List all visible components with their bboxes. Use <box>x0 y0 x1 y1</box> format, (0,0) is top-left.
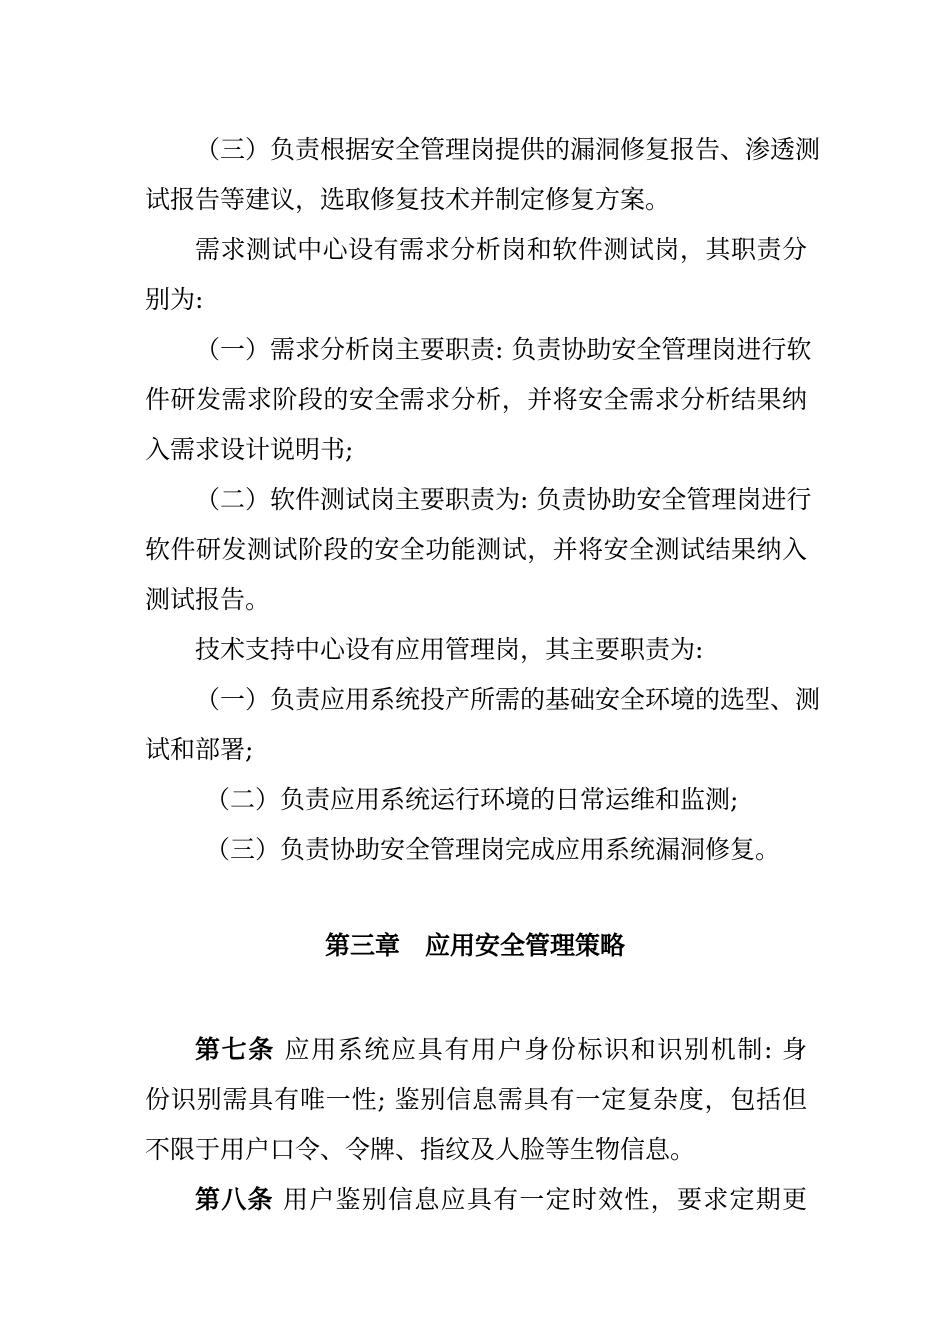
paragraph-line: 件研发需求阶段的安全需求分析，并将安全需求分析结果纳 <box>145 385 807 414</box>
article-line: 份识别需具有唯一性; 鉴别信息需具有一定复杂度，包括但 <box>145 1085 807 1114</box>
paragraph-line: 需求测试中心设有需求分析岗和软件测试岗，其职责分 <box>195 235 807 264</box>
paragraph-line: 试报告等建议，选取修复技术并制定修复方案。 <box>145 185 671 214</box>
paragraph-line: （二）负责应用系统运行环境的日常运维和监测; <box>205 785 739 814</box>
paragraph-line: 别为: <box>145 285 204 314</box>
paragraph-line: 技术支持中心设有应用管理岗，其主要职责为: <box>195 635 704 664</box>
article-text: 用户鉴别信息应具有一定时效性，要求定期更 <box>283 1185 807 1214</box>
chapter-heading: 第三章 应用安全管理策略 <box>324 931 625 960</box>
article-label: 第八条 <box>195 1185 274 1214</box>
paragraph-line: 试和部署; <box>145 735 254 764</box>
paragraph-line: （二）软件测试岗主要职责为: 负责协助安全管理岗进行 <box>195 485 812 514</box>
article-line <box>195 1184 807 1216</box>
paragraph-line: （一）负责应用系统投产所需的基础安全环境的选型、测 <box>195 685 821 714</box>
article-line <box>195 1034 807 1066</box>
paragraph-line: 测试报告。 <box>145 585 271 614</box>
paragraph-line: （三）负责根据安全管理岗提供的漏洞修复报告、渗透测 <box>195 135 821 164</box>
paragraph-line: （一）需求分析岗主要职责: 负责协助安全管理岗进行软 <box>195 335 812 364</box>
paragraph-line: 软件研发测试阶段的安全功能测试，并将安全测试结果纳入 <box>145 535 807 564</box>
paragraph-line: （三）负责协助安全管理岗完成应用系统漏洞修复。 <box>205 835 781 864</box>
article-label: 第七条 <box>195 1035 275 1064</box>
article-line: 不限于用户口令、令牌、指纹及人脸等生物信息。 <box>145 1135 696 1164</box>
article-text: 应用系统应具有用户身份标识和识别机制: 身 <box>284 1035 807 1064</box>
paragraph-line: 入需求设计说明书; <box>145 435 354 464</box>
